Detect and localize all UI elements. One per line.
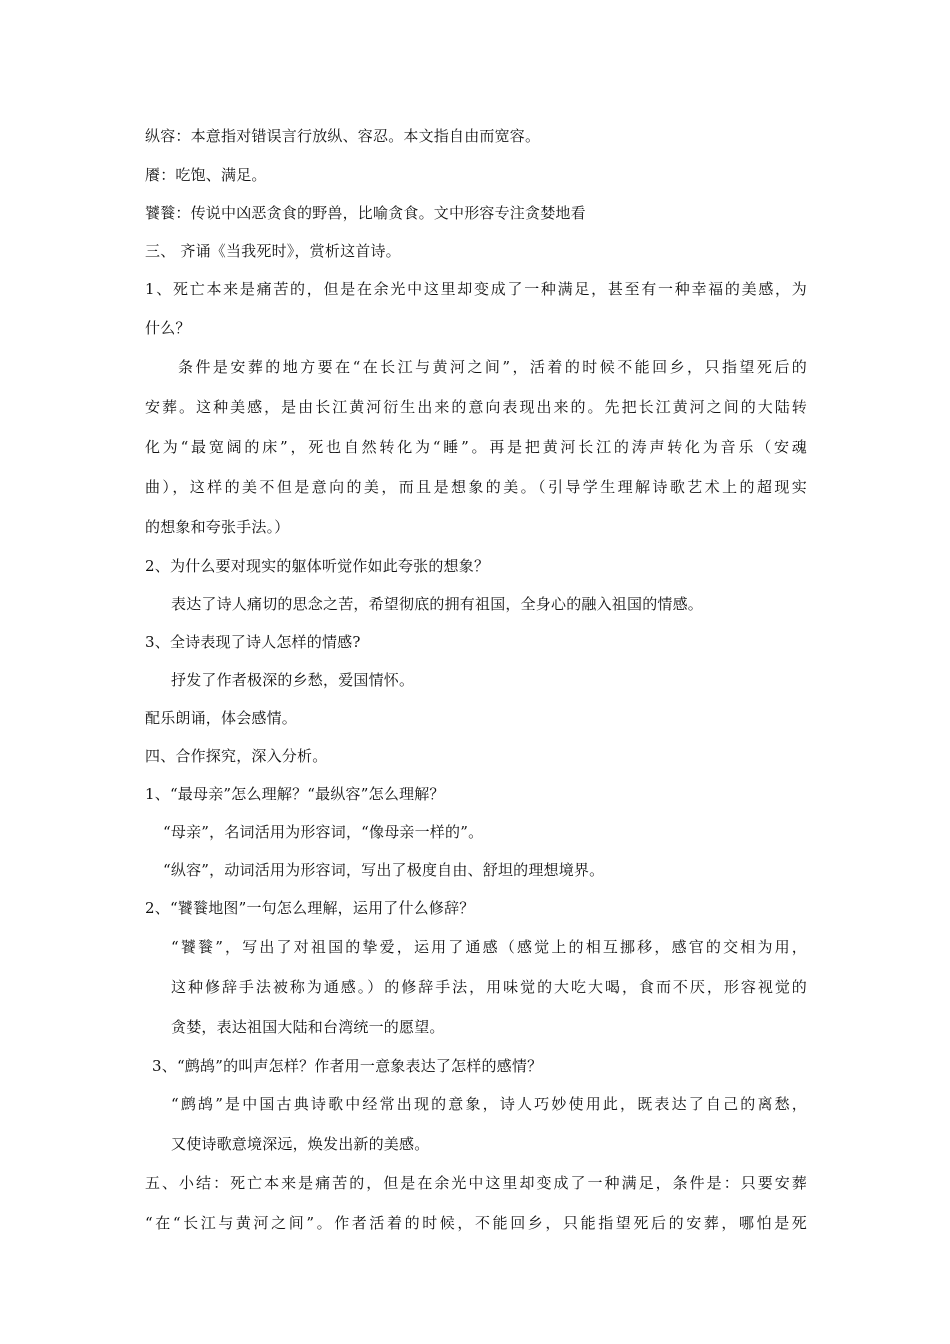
answer-1-line-5: 的想象和夸张手法。） [145, 518, 290, 536]
discussion-question-1: 1、“最母亲”怎么理解？“最纵容”怎么理解？ [145, 785, 445, 803]
definition-zongrong: 纵容：本意指对错误言行放纵、容忍。本文指自由而宽容。 [145, 127, 541, 145]
answer-1-line-1: 条件是安葬的地方要在“在长江与黄河之间”，活着的时候不能回乡，只指望死后的 [178, 358, 807, 376]
question-1-line-1: 1、死亡本来是痛苦的，但是在余光中这里却变成了一种满足，甚至有一种幸福的美感，为 [145, 280, 807, 298]
summary-line-1: 五、小结：死亡本来是痛苦的，但是在余光中这里却变成了一种满足，条件是：只要安葬 [145, 1174, 807, 1192]
discussion-answer-1b: “纵容”，动词活用为形容词，写出了极度自由、舒坦的理想境界。 [163, 861, 605, 879]
discussion-answer-2-line-2: 这种修辞手法被称为通感。）的修辞手法，用味觉的大吃大喝，食而不厌，形容视觉的 [171, 978, 807, 996]
question-1-line-2: 什么？ [145, 319, 191, 337]
answer-3: 抒发了作者极深的乡愁，爱国情怀。 [171, 671, 415, 689]
discussion-question-3: 3、“鹧鸪”的叫声怎样？作者用一意象表达了怎样的感情？ [152, 1057, 543, 1075]
discussion-answer-3-line-1: “鹧鸪”是中国古典诗歌中经常出现的意象，诗人巧妙使用此，既表达了自己的离愁， [171, 1095, 807, 1113]
definition-yan: 餍：吃饱、满足。 [145, 166, 267, 184]
answer-1-line-4: 曲），这样的美不但是意向的美，而且是想象的美。（引导学生理解诗歌艺术上的超现实 [145, 478, 807, 496]
answer-1-line-3: 化为“最宽阔的床”，死也自然转化为“睡”。再是把黄河长江的涛声转化为音乐（安魂 [145, 438, 807, 456]
question-3: 3、全诗表现了诗人怎样的情感? [145, 633, 361, 651]
question-2: 2、为什么要对现实的躯体听觉作如此夸张的想象？ [145, 557, 490, 575]
discussion-answer-1a: “母亲”，名词活用为形容词，“像母亲一样的”。 [163, 823, 484, 841]
discussion-answer-2-line-3: 贪婪，表达祖国大陆和台湾统一的愿望。 [171, 1018, 445, 1036]
answer-1-line-2: 安葬。这种美感，是由长江黄河衍生出来的意向表现出来的。先把长江黄河之间的大陆转 [145, 398, 807, 416]
recitation-note: 配乐朗诵，体会感情。 [145, 709, 298, 727]
discussion-answer-3-line-2: 又使诗歌意境深远，焕发出新的美感。 [171, 1135, 430, 1153]
discussion-answer-2-line-1: “饕餮”，写出了对祖国的挚爱，运用了通感（感觉上的相互挪移，感官的交相为用， [171, 938, 807, 956]
summary-line-2: “在“长江与黄河之间”。作者活着的时候，不能回乡，只能指望死后的安葬，哪怕是死 [145, 1214, 807, 1232]
discussion-question-2: 2、“饕餮地图”一句怎么理解，运用了什么修辞？ [145, 899, 475, 917]
section-4-heading: 四、合作探究，深入分析。 [145, 747, 328, 765]
definition-taotie: 饕餮：传说中凶恶贪食的野兽，比喻贪食。文中形容专注贪婪地看 [145, 204, 586, 222]
section-3-heading: 三、 齐诵《当我死时》，赏析这首诗。 [145, 242, 401, 260]
answer-2: 表达了诗人痛切的思念之苦，希望彻底的拥有祖国，全身心的融入祖国的情感。 [171, 595, 704, 613]
